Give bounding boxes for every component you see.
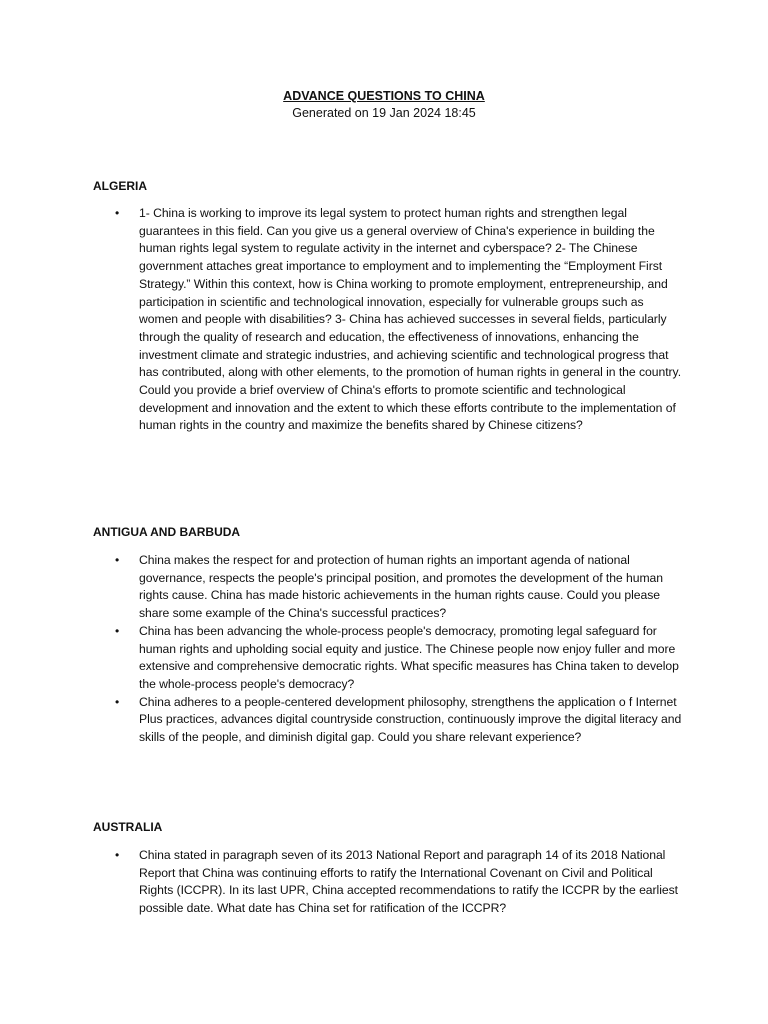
bullet-icon: • [115,694,120,709]
bullet-icon: • [115,553,120,567]
document-title: ADVANCE QUESTIONS TO CHINA [283,89,485,103]
document-header [0,88,768,122]
question-text: China adheres to a people-centered development philosophy, strengthens the application o f Internet Plus practices, advances digital countryside construction, continuously improve the digital literacy and skills of the people, and diminish digital gap. Could you share relevant experience? [139,694,682,745]
country-heading: ANTIGUA AND BARBUDA [93,525,241,539]
question-item [93,847,683,918]
country-heading: ALGERIA [93,179,147,193]
question-list [93,847,683,918]
section-antigua-and-barbuda [93,524,683,747]
section-algeria [93,178,683,435]
question-item [93,694,683,747]
bullet-icon: • [115,206,120,220]
question-item [93,552,683,623]
generated-date: Generated on 19 Jan 2024 18:45 [292,106,476,120]
question-list [93,552,683,747]
question-item [93,623,683,694]
country-heading: AUSTRALIA [93,820,163,834]
section-australia [93,819,683,918]
question-text: China has been advancing the whole-process people's democracy, promoting legal safeguard for human rights and upholding social equity and justice. The Chinese people now enjoy fuller and more extensive and comprehensive democratic rights. What specific measures has China taken to develop the whole-process people's democracy? [139,623,679,691]
question-list [93,205,683,435]
bullet-icon: • [115,623,120,638]
question-text: China makes the respect for and protection of human rights an important agenda of national governance, respects the people's principal position, and promotes the development of the human rights cause. China has made historic achievements in the human rights cause. Could you please share some example of the China's successful practices? [139,553,664,621]
bullet-icon: • [115,848,120,862]
question-text: 1- China is working to improve its legal system to protect human rights and strengthen legal guarantees in this field. Can you give us a general overview of China's experience in building the human rights legal system to regulate activity in the internet and cyberspace? 2- The Chinese government attaches great importance to employment and to implementing the “Employment First Strategy.” Within this context, how is China working to promote employment, entrepreneurship, and participation in scientific and technological innovation, especially for vulnerable groups such as women and people with disabilities? 3- China has achieved successes in several fields, particularly through the quality of research and education, the effectiveness of innovations, enhancing the investment climate and strategic industries, and achieving scientific and technological progress that has contributed, along with other elements, to the promotion of human rights in general in the country. Could you provide a brief overview of China's efforts to promote scientific and technological development and innovation and the extent to which these efforts contribute to the implementation of human rights in the country and maximize the benefits shared by Chinese citizens? [139,206,682,433]
question-item [93,205,683,435]
question-text: China stated in paragraph seven of its 2013 National Report and paragraph 14 of its 2018 National Report that China was continuing efforts to ratify the International Covenant on Civil and Political Rights (ICCPR). In its last UPR, China accepted recommendations to ratify the ICCPR by the earliest possible date. What date has China set for ratification of the ICCPR? [139,848,678,916]
